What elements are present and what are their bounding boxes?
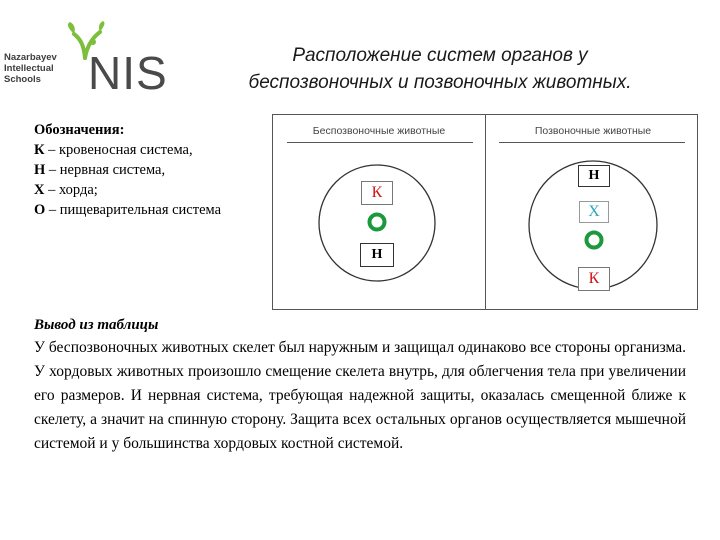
title-line-1: Расположение систем органов у: [292, 45, 588, 66]
logo-line-3: Schools: [4, 74, 41, 85]
legend-text: – кровеносная система,: [44, 142, 193, 158]
vertebrate-notochord-label: Х: [579, 201, 609, 223]
conclusion-heading: Вывод из таблицы: [34, 317, 159, 333]
body-plan-diagram: [272, 114, 698, 310]
legend-letter: Н: [34, 162, 46, 178]
legend-text: – нервная система,: [45, 162, 166, 178]
legend: [34, 120, 221, 220]
invertebrates-column-title: Беспозвоночные животные: [312, 125, 446, 137]
logo-line-2: Intellectual: [4, 63, 54, 74]
legend-text: – пищеварительная система: [45, 202, 222, 218]
vertebrate-circulatory-label: К: [578, 267, 610, 291]
legend-item: [34, 200, 221, 220]
legend-item: [34, 140, 221, 160]
nis-logo: [4, 20, 174, 100]
vertebrate-nervous-label: Н: [578, 165, 610, 187]
vertebrate-digestive-ring: [587, 233, 602, 248]
vertebrates-column-title: Позвоночные животные: [534, 125, 652, 137]
invertebrate-nervous-label: Н: [360, 243, 394, 267]
conclusion-text: У беспозвоночных животных скелет был наружным и защищал одинаково все стороны организма. У хордовых животных произошло смещение скелета внутрь, для облегчения тела при увеличении его размеров. И нервная система, требующая надежной защиты, оказалась смещенной ближе к скелету, а значит на спинную сторону. Защита всех остальных органов осуществляется мышечной системой и у большинства хордовых костной системой.: [34, 339, 686, 452]
legend-text: – хорда;: [44, 182, 98, 198]
diagram-shapes: [273, 115, 699, 311]
legend-letter: Х: [34, 182, 45, 198]
invertebrate-digestive-ring: [370, 215, 385, 230]
logo-school-name: [4, 52, 57, 85]
legend-letter: К: [34, 142, 45, 158]
logo-line-1: Nazarbayev: [4, 52, 57, 63]
legend-letter: О: [34, 202, 46, 218]
legend-item: [34, 160, 221, 180]
legend-item: [34, 180, 221, 200]
title-line-2: беспозвоночных и позвоночных животных.: [248, 72, 632, 93]
invertebrate-circulatory-label: К: [361, 181, 393, 205]
legend-heading: Обозначения:: [34, 122, 125, 138]
page-title: [190, 42, 690, 96]
conclusion-section: [34, 314, 686, 456]
logo-mark: NIS: [88, 47, 168, 99]
